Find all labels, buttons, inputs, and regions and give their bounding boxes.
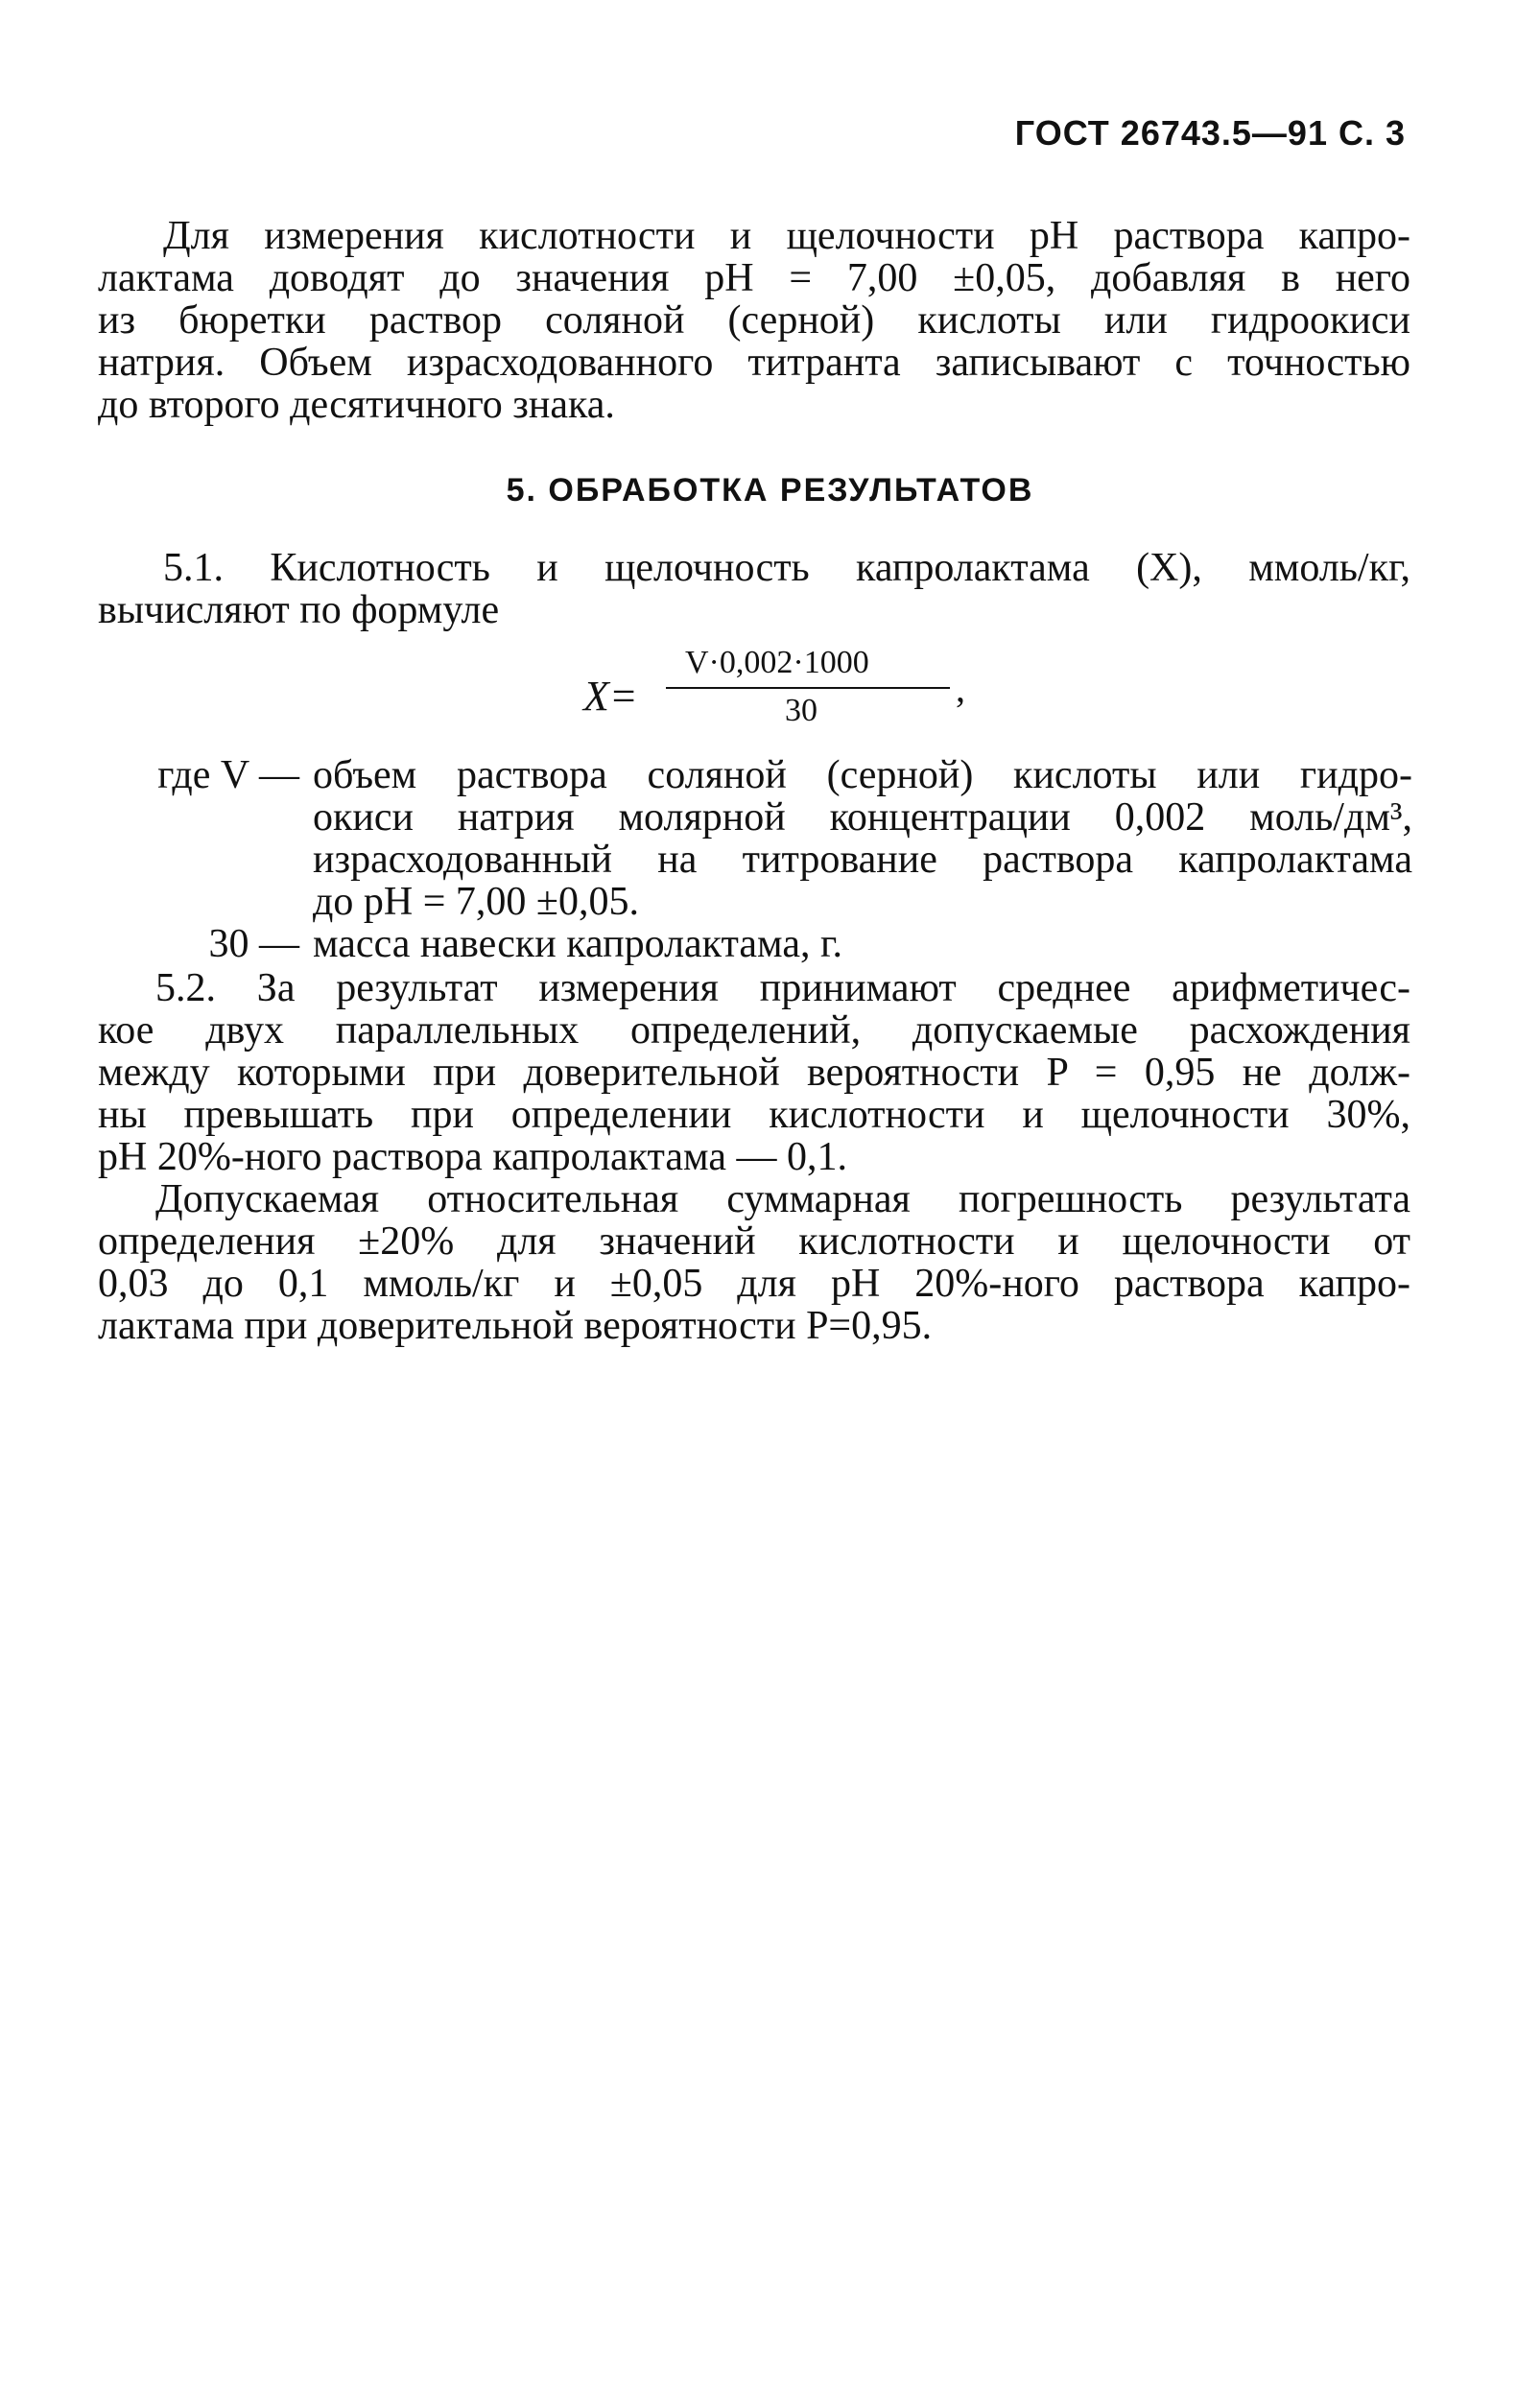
definition-v xyxy=(107,754,1412,923)
text-line: кое двух параллельных определений, допускаемые расхождения xyxy=(98,1008,1410,1053)
formula-lhs: X= xyxy=(583,673,638,720)
definitions xyxy=(107,754,1412,965)
formula xyxy=(583,645,986,741)
text-line: объем раствора соляной (серной) кислоты или гидро- xyxy=(313,753,1412,797)
text-line: 5.2. За результат измерения принимают среднее арифметичес- xyxy=(155,966,1410,1010)
definition-term: где V — xyxy=(157,753,299,797)
text-line: между которыми при доверительной вероятности P = 0,95 не долж- xyxy=(98,1051,1410,1095)
formula-denominator: 30 xyxy=(785,693,817,728)
intro-paragraph xyxy=(98,215,1410,426)
fraction-bar xyxy=(666,687,950,689)
text-line: pH 20%-ного раствора капролактама — 0,1. xyxy=(98,1135,847,1179)
text-line: до pH = 7,00 ±0,05. xyxy=(313,880,639,924)
definition-body xyxy=(299,754,1412,923)
text-line: Допускаемая относительная суммарная погрешность результата xyxy=(155,1177,1410,1221)
paragraph-5-1 xyxy=(98,547,1410,631)
definition-30 xyxy=(107,923,1412,965)
page-header: ГОСТ 26743.5—91 С. 3 xyxy=(1014,113,1406,153)
text-line: натрия. Объем израсходованного титранта записывают с точностью xyxy=(98,341,1410,385)
paragraph-5-2 xyxy=(98,967,1410,1178)
formula-numerator: V·0,002·1000 xyxy=(685,645,869,680)
text-line: окиси натрия молярной концентрации 0,002 моль/дм³, xyxy=(313,795,1412,840)
formula-comma: , xyxy=(956,667,965,710)
text-line: 0,03 до 0,1 ммоль/кг и ±0,05 для pH 20%-ного раствора капро- xyxy=(98,1262,1410,1306)
text-line: до второго десятичного знака. xyxy=(98,383,615,427)
text-line: израсходованный на титрование раствора капролактама xyxy=(313,838,1412,882)
definition-term: 30 — xyxy=(208,922,299,966)
text-line: масса навески капролактама, г. xyxy=(313,922,842,966)
text-line: ны превышать при определении кислотности и щелочности 30%, xyxy=(98,1093,1410,1137)
text-line: определения ±20% для значений кислотности и щелочности от xyxy=(98,1219,1410,1264)
text-line: Для измерения кислотности и щелочности pH раствора капро- xyxy=(163,214,1410,258)
text-line: вычисляют по формуле xyxy=(98,588,500,632)
section-title: 5. ОБРАБОТКА РЕЗУЛЬТАТОВ xyxy=(506,472,1034,509)
text-line: лактама доводят до значения pH = 7,00 ±0,05, добавляя в него xyxy=(98,256,1410,300)
text-line: из бюретки раствор соляной (серной) кислоты или гидроокиси xyxy=(98,298,1410,343)
paragraph-error xyxy=(98,1178,1410,1347)
text-line: лактама при доверительной вероятности P=0,95. xyxy=(98,1304,933,1348)
definition-body xyxy=(299,923,1412,965)
text-line: 5.1. Кислотность и щелочность капролактама (X), ммоль/кг, xyxy=(163,546,1410,590)
